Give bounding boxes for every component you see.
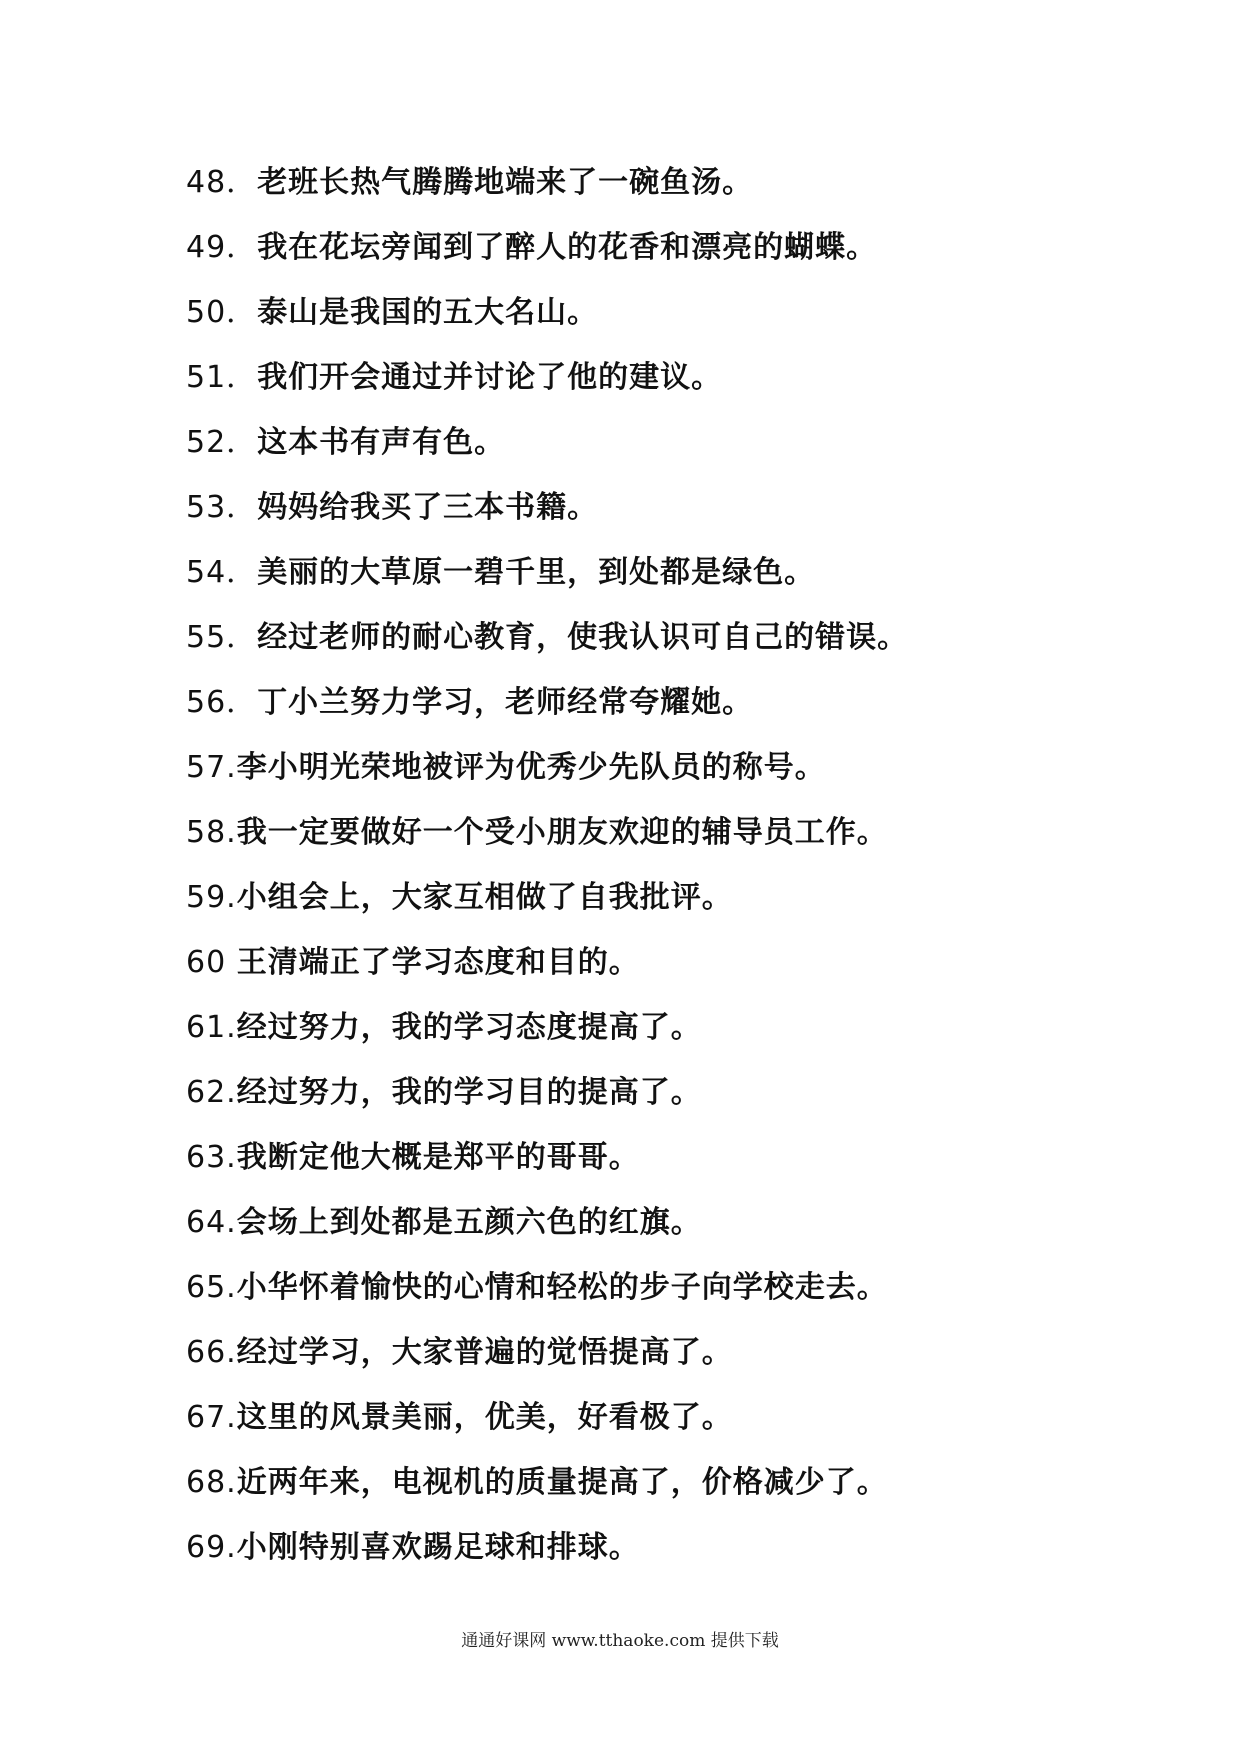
item-text: 妈妈给我买了三本书籍。 (257, 490, 599, 525)
item-text: 经过努力，我的学习态度提高了。 (236, 1010, 702, 1045)
item-number: 55． (186, 620, 258, 655)
item-number: 69. (186, 1530, 237, 1565)
item-text: 我在花坛旁闻到了醉人的花香和漂亮的蝴蝶。 (257, 230, 878, 265)
item-text: 会场上到处都是五颜六色的红旗。 (236, 1205, 702, 1240)
item-text: 我们开会通过并讨论了他的建议。 (257, 360, 723, 395)
item-text: 经过努力，我的学习目的提高了。 (236, 1075, 702, 1110)
item-text: 这本书有声有色。 (257, 425, 506, 460)
item-text: 老班长热气腾腾地端来了一碗鱼汤。 (257, 165, 754, 200)
item-number: 51． (186, 360, 258, 395)
list-item (186, 930, 1186, 995)
sentence-list (186, 150, 1186, 1580)
list-item (186, 410, 1186, 475)
item-number: 68. (186, 1465, 237, 1500)
list-item (186, 995, 1186, 1060)
item-number: 54． (186, 555, 258, 590)
item-number: 59. (186, 880, 237, 915)
item-number: 53． (186, 490, 258, 525)
item-text: 李小明光荣地被评为优秀少先队员的称号。 (236, 750, 826, 785)
item-number: 49． (186, 230, 258, 265)
item-text: 近两年来，电视机的质量提高了，价格减少了。 (236, 1465, 888, 1500)
item-text: 小组会上，大家互相做了自我批评。 (236, 880, 733, 915)
item-number: 60 (186, 945, 237, 980)
item-text: 小华怀着愉快的心情和轻松的步子向学校走去。 (236, 1270, 888, 1305)
item-number: 66. (186, 1335, 237, 1370)
item-number: 67. (186, 1400, 237, 1435)
item-text: 这里的风景美丽，优美，好看极了。 (236, 1400, 733, 1435)
list-item (186, 800, 1186, 865)
list-item (186, 1320, 1186, 1385)
list-item (186, 735, 1186, 800)
list-item (186, 1255, 1186, 1320)
item-number: 57. (186, 750, 237, 785)
list-item (186, 1060, 1186, 1125)
item-text: 小刚特别喜欢踢足球和排球。 (236, 1530, 640, 1565)
list-item (186, 475, 1186, 540)
item-number: 48． (186, 165, 258, 200)
list-item (186, 1385, 1186, 1450)
item-text: 经过老师的耐心教育，使我认识可自己的错误。 (257, 620, 909, 655)
item-number: 50． (186, 295, 258, 330)
list-item (186, 670, 1186, 735)
item-text: 丁小兰努力学习，老师经常夸耀她。 (257, 685, 754, 720)
list-item (186, 1515, 1186, 1580)
item-number: 65. (186, 1270, 237, 1305)
list-item (186, 150, 1186, 215)
list-item (186, 540, 1186, 605)
list-item (186, 1190, 1186, 1255)
list-item (186, 605, 1186, 670)
item-number: 61. (186, 1010, 237, 1045)
item-text: 我断定他大概是郑平的哥哥。 (236, 1140, 640, 1175)
list-item (186, 345, 1186, 410)
item-number: 56． (186, 685, 258, 720)
item-text: 我一定要做好一个受小朋友欢迎的辅导员工作。 (236, 815, 888, 850)
item-number: 63. (186, 1140, 237, 1175)
item-number: 64. (186, 1205, 237, 1240)
item-number: 58. (186, 815, 237, 850)
item-text: 泰山是我国的五大名山。 (257, 295, 599, 330)
item-text: 经过学习，大家普遍的觉悟提高了。 (236, 1335, 733, 1370)
item-text: 王清端正了学习态度和目的。 (236, 945, 640, 980)
list-item (186, 1125, 1186, 1190)
item-number: 62. (186, 1075, 237, 1110)
list-item (186, 1450, 1186, 1515)
page-footer: 通通好课网 www.tthaoke.com 提供下载 (461, 1631, 779, 1651)
item-number: 52． (186, 425, 258, 460)
list-item (186, 215, 1186, 280)
list-item (186, 865, 1186, 930)
item-text: 美丽的大草原一碧千里，到处都是绿色。 (257, 555, 816, 590)
list-item (186, 280, 1186, 345)
